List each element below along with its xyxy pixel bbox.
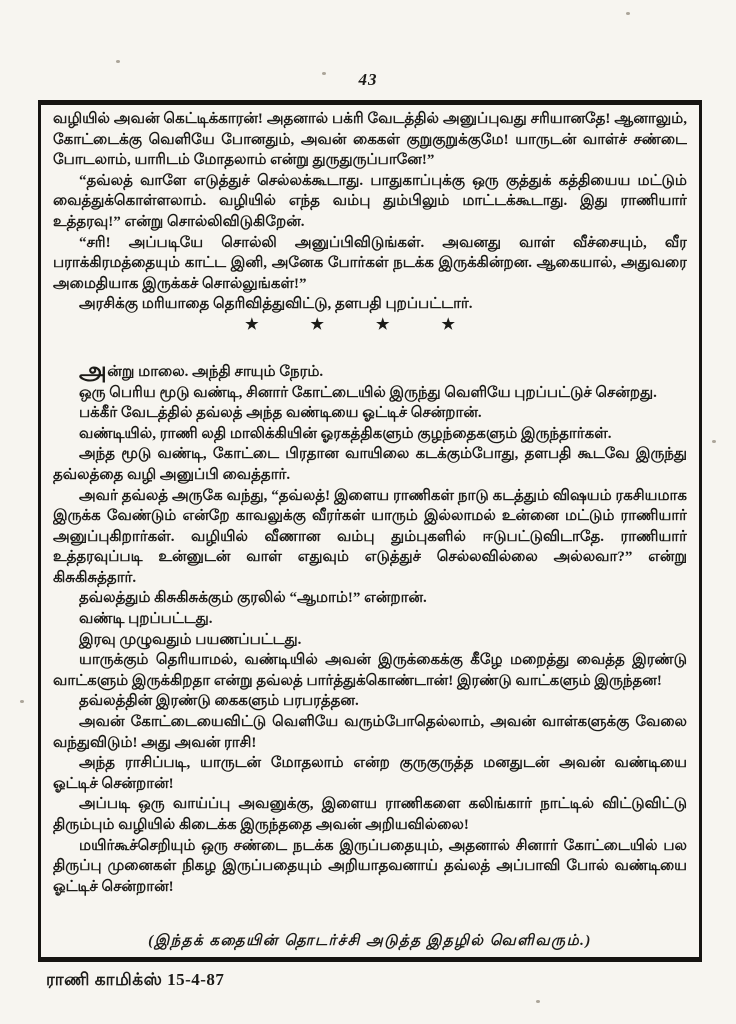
star-icon: ★ bbox=[245, 316, 259, 333]
paragraph: ஒரு பெரிய மூடு வண்டி, சினார் கோட்டையில் இருந்து வெளியே புறப்பட்டுச் சென்றது. bbox=[79, 384, 657, 401]
scene-break-gap bbox=[53, 336, 687, 362]
paragraph: “சரி! அப்படியே சொல்லி அனுப்பிவிடுங்கள். அவனது வாள் வீச்சையும், வீர பராக்கிரமத்தையும் காட்ட இனி, அனேக போர்கள் நடக்க இருக்கின்றன. ஆகையால், அதுவரை அமைதியாக இருக்கச் சொல்லுங்கள்!” bbox=[53, 234, 687, 292]
scan-speck bbox=[536, 1000, 540, 1003]
paragraph-scene-lead bbox=[53, 357, 687, 385]
paragraph: அந்த ராசிப்படி, யாருடன் மோதலாம் என்ற குருகுருத்த மனதுடன் அவன் வண்டியை ஓட்டிச் சென்றான்! bbox=[53, 755, 687, 792]
paragraph: தவ்லத்தும் கிசுகிசுக்கும் குரலில் “ஆமாம்!” என்றான். bbox=[79, 590, 427, 607]
paragraph: அவன் கோட்டையைவிட்டு வெளியே வரும்போதெல்லாம், அவன் வாள்களுக்கு வேலை வந்துவிடும்! அது அவன் ராசி! bbox=[53, 714, 687, 751]
paragraph: வண்டியில், ராணி லதி மாலிக்கியின் ஓரகத்திகளும் குழந்தைகளும் இருந்தார்கள். bbox=[79, 425, 612, 442]
scan-speck bbox=[20, 700, 24, 703]
story-text bbox=[53, 109, 687, 925]
star-icon: ★ bbox=[310, 316, 324, 333]
paragraph: அப்படி ஒரு வாய்ப்பு அவனுக்கு, இளைய ராணிகளை கலிங்கார் நாட்டில் விட்டுவிட்டு திரும்பும் வழியில் கிடைக்க இருந்ததை அவன் அறியவில்லை! bbox=[53, 796, 687, 833]
closing-note: (இந்தக் கதையின் தொடர்ச்சி அடுத்த இதழில் வெளிவரும்.) bbox=[148, 933, 592, 949]
paragraph: அவர் தவ்லத் அருகே வந்து, “தவ்லத்! இளைய ராணிகள் நாடு கடத்தும் விஷயம் ரகசியமாக இருக்க வேண்டும் என்றே காவலுக்கு வீரர்கள் யாரும் இல்லாமல் உன்னை மட்டும் ராணியார் அனுப்புகிறார்கள். வழியில் வீணான வம்பு தும்புகளில் ஈடுபட்டுவிடாதே. ராணியார் உத்தரவுப்படி உன்னுடன் வாள் எதுவும் எடுத்துச் செல்லவில்லை அல்லவா?” என்று கிசுகிசுத்தார். bbox=[53, 487, 687, 586]
paragraph: வழியில் அவன் கெட்டிக்காரன்! அதனால் பக்ரி வேடத்தில் அனுப்புவது சரியானதே! ஆனாலும், கோட்டைக்கு வெளியே போனதும், அவன் கைகள் குறுகுறுக்குமே! யாருடன் வாள்ச் சண்டை போடலாம், யாரிடம் மோதலாம் என்று துருதுருப்பானே!” bbox=[53, 111, 687, 169]
paragraph: யாருக்கும் தெரியாமல், வண்டியில் அவன் இருக்கைக்கு கீழே மறைத்து வைத்த இரண்டு வாட்களும் இருக்கிறதா என்று தவ்லத் பார்த்துக்கொண்டான்! இரண்டு வாட்களும் இருந்தன! bbox=[53, 652, 687, 689]
drop-cap: அ bbox=[79, 357, 108, 385]
story-text-box bbox=[38, 100, 702, 962]
footer-imprint: ராணி காமிக்ஸ் 15-4-87 bbox=[46, 970, 225, 989]
star-icon: ★ bbox=[441, 316, 455, 333]
star-icon: ★ bbox=[376, 316, 390, 333]
page-number: 43 bbox=[358, 70, 378, 89]
star-separator bbox=[53, 315, 667, 336]
scan-speck bbox=[712, 440, 716, 443]
paragraph: “தவ்லத் வாளே எடுத்துச் செல்லக்கூடாது. பாதுகாப்புக்கு ஒரு குத்துக் கத்தியைய மட்டும் வைத்துக்கொள்ளலாம். வழியில் எந்த வம்பு தும்பிலும் மாட்டக்கூடாது. இது ராணியார் உத்தரவு!” என்று சொல்லிவிடுகிறேன். bbox=[53, 172, 687, 230]
paragraph: மயிர்கூச்செறியும் ஒரு சண்டை நடக்க இருப்பதையும், அதனால் சினார் கோட்டையில் பல திருப்பு முனைகள் நிகழ இருப்பதையும் அறியாதவனாய் தவ்லத் அப்பாவி போல் வண்டியை ஓட்டிச் சென்றான்! bbox=[53, 837, 687, 895]
scan-speck bbox=[116, 60, 120, 63]
paragraph: இரவு முழுவதும் பயணப்பட்டது. bbox=[79, 631, 302, 648]
paragraph: அந்த மூடு வண்டி, கோட்டை பிரதான வாயிலை கடக்கும்போது, தளபதி கூடவே இருந்து தவ்லத்தை வழி அனுப்பி வைத்தார். bbox=[53, 446, 687, 483]
paragraph: அரசிக்கு மரியாதை தெரிவித்துவிட்டு, தளபதி புறப்பட்டார். bbox=[79, 296, 473, 313]
paragraph: வண்டி புறப்பட்டது. bbox=[79, 611, 213, 628]
paragraph: தவ்லத்தின் இரண்டு கைகளும் பரபரத்தன. bbox=[79, 693, 359, 710]
paragraph: பக்கீர் வேடத்தில் தவ்லத் அந்த வண்டியை ஓட்டிச் சென்றான். bbox=[79, 405, 482, 422]
scene-lead-text: ன்று மாலை. அந்தி சாயும் நேரம். bbox=[107, 363, 324, 380]
scan-speck bbox=[626, 12, 630, 15]
